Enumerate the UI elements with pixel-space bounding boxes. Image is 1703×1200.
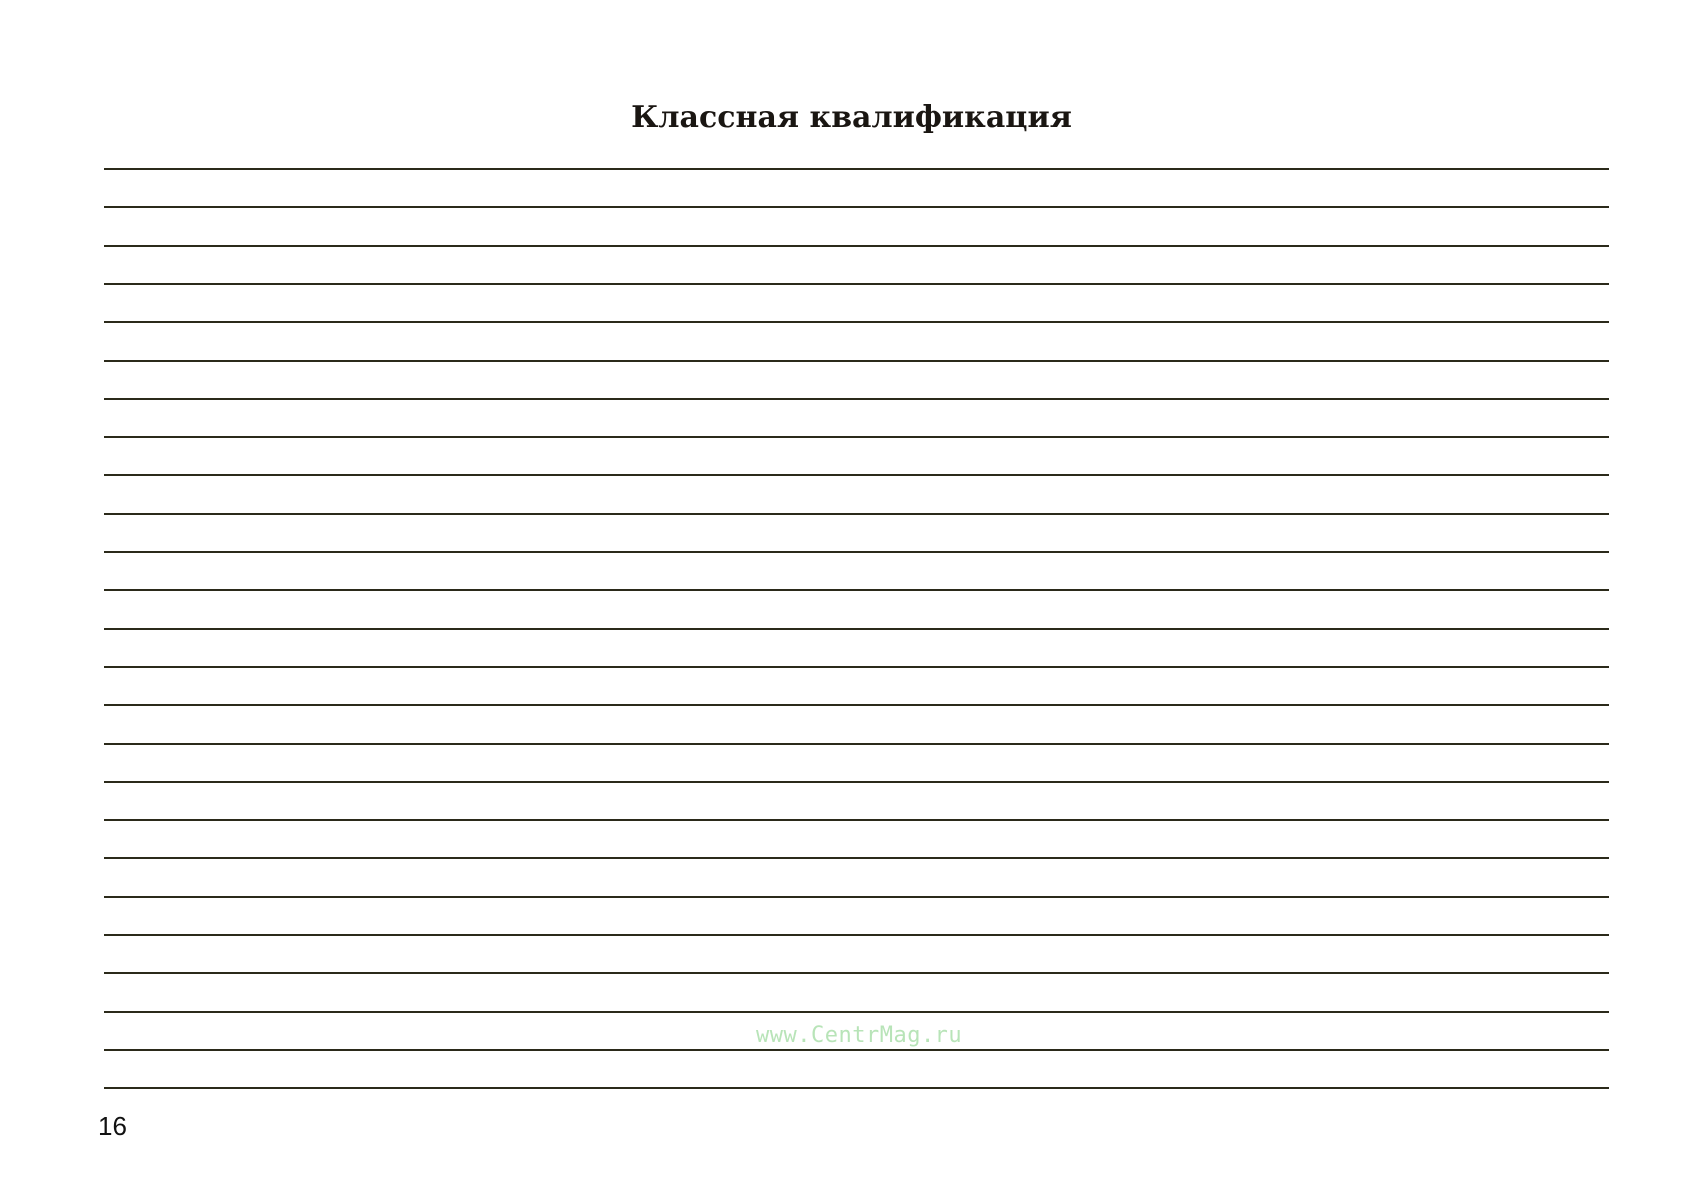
blank-line: [104, 972, 1609, 974]
blank-line: [104, 934, 1609, 936]
blank-line: [104, 666, 1609, 668]
blank-line: [104, 245, 1609, 247]
page-title: Классная квалификация: [631, 100, 1072, 135]
blank-line: [104, 168, 1609, 170]
writing-lines: [104, 0, 1609, 1200]
blank-line: [104, 321, 1609, 323]
blank-line: [104, 1087, 1609, 1089]
blank-line: [104, 551, 1609, 553]
blank-line: [104, 704, 1609, 706]
blank-line: [104, 283, 1609, 285]
blank-line: [104, 781, 1609, 783]
blank-line: [104, 436, 1609, 438]
blank-line: [104, 819, 1609, 821]
blank-line: [104, 398, 1609, 400]
watermark-text: www.CentrMag.ru: [756, 1023, 963, 1048]
blank-line: [104, 628, 1609, 630]
blank-line: [104, 513, 1609, 515]
blank-line: [104, 743, 1609, 745]
blank-line: [104, 857, 1609, 859]
page-number: 16: [98, 1111, 127, 1141]
blank-line: [104, 896, 1609, 898]
blank-line: [104, 206, 1609, 208]
blank-line: [104, 474, 1609, 476]
blank-line: [104, 360, 1609, 362]
blank-line: [104, 1011, 1609, 1013]
blank-line: [104, 589, 1609, 591]
